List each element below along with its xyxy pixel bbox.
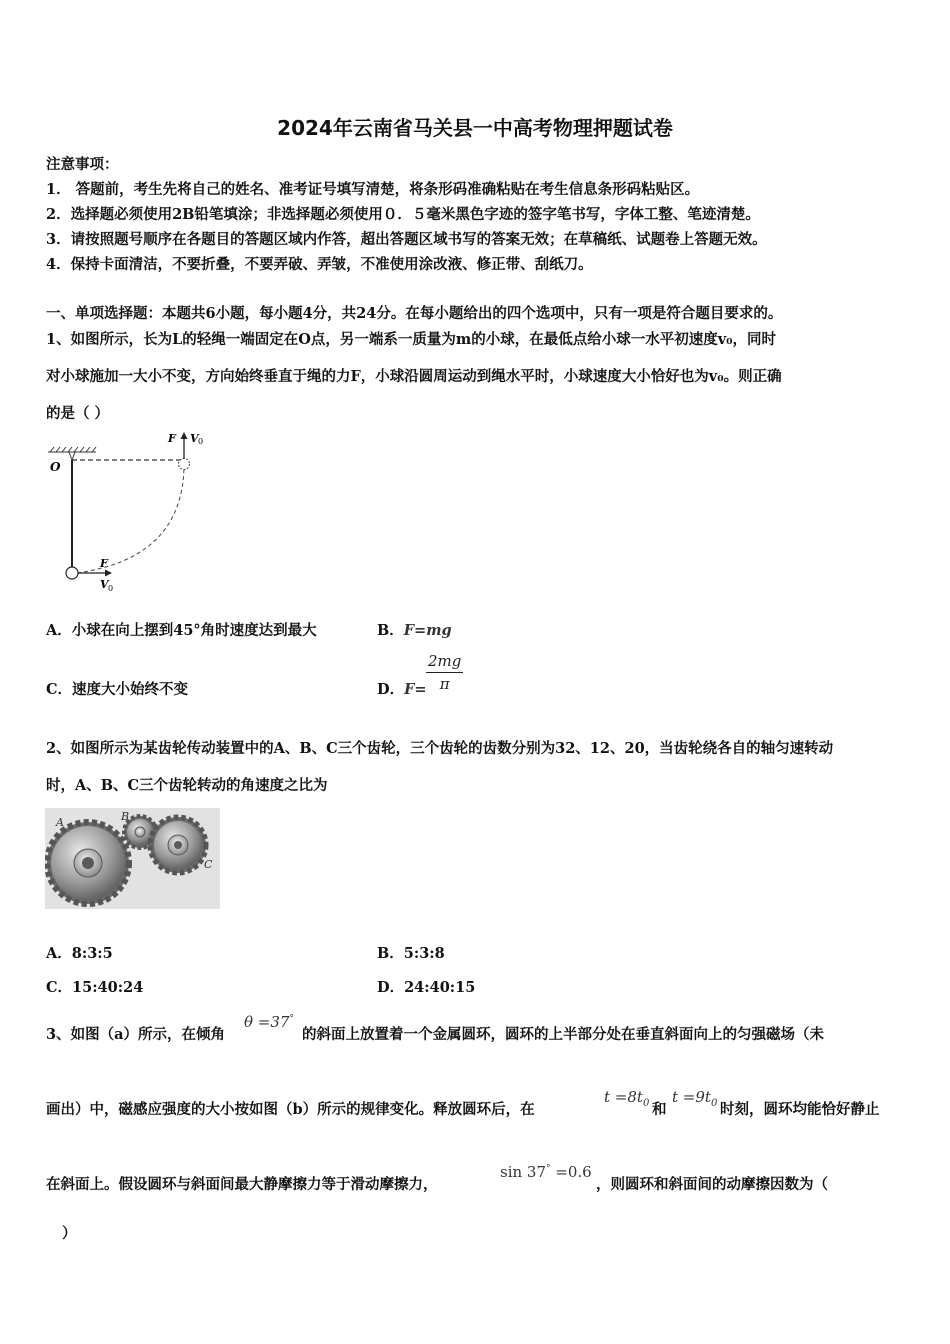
q1-option-d (377, 678, 427, 699)
gear-label-a: A (56, 816, 64, 829)
q3-t1-text: t =8t (604, 1088, 643, 1106)
page-title: 2024年云南省马关县一中高考物理押题试卷 (277, 116, 673, 140)
q3-t1 (604, 1088, 649, 1109)
q3-sin-deg: ° (546, 1164, 551, 1174)
q2-option-a: A．8:3:5 (46, 945, 113, 962)
notice-item-4: 4．保持卡面清洁，不要折叠，不要弄破、弄皱，不准使用涂改液、修正带、刮纸刀。 (46, 256, 593, 273)
fraction-numerator: 2mg (426, 652, 463, 673)
q2-line-1: 2、如图所示为某齿轮传动装置中的A、B、C三个齿轮，三个齿轮的齿数分别为32、12、20，当齿轮绕各自的轴匀速转动 (46, 740, 834, 757)
q3-t2 (672, 1088, 717, 1109)
label-F-bottom: F (100, 557, 108, 570)
q3-theta-text: θ =37 (244, 1013, 290, 1031)
q3-line-1a: 3、如图（a）所示，在倾角 (46, 1026, 225, 1043)
q1-option-c: C．速度大小始终不变 (46, 681, 189, 698)
notice-item-2: 2．选择题必须使用2B铅笔填涂；非选择题必须使用０．５毫米黑色字迹的签字笔书写，字体工整、笔迹清楚。 (46, 206, 760, 223)
fraction-denominator: π (439, 675, 450, 693)
ball-top (179, 459, 190, 470)
q3-t2-sub: 0 (710, 1098, 718, 1109)
q3-t2-text: t =9t (672, 1088, 711, 1106)
gear-a (47, 822, 129, 904)
q3-line-2b: 时刻，圆环均能恰好静止 (720, 1101, 880, 1118)
ceiling-hatch (48, 447, 96, 452)
q1-option-d-label: D． (377, 681, 405, 698)
q3-theta (244, 1013, 294, 1031)
q1-option-a: A．小球在向上摆到45°角时速度达到最大 (46, 622, 317, 639)
q1-option-d-expr: F= (404, 681, 427, 698)
label-V-bottom-sub: 0 (108, 584, 114, 593)
q1-pendulum-figure (44, 428, 224, 598)
label-V-bottom: V (100, 578, 109, 591)
q3-and: 和 (652, 1101, 667, 1118)
q2-gear-figure (45, 808, 220, 909)
gear-label-b: B (121, 810, 130, 823)
q3-sin-value: =0.6 (555, 1163, 592, 1181)
q2-option-d: D．24:40:15 (377, 979, 476, 996)
q1-line-2: 对小球施加一大小不变，方向始终垂直于绳的力F，小球沿圆周运动到绳水平时，小球速度大小恰好也为v₀。则正确 (46, 368, 782, 385)
section-heading: 一、单项选择题：本题共6小题，每小题4分，共24分。在每小题给出的四个选项中，只有一项是符合题目要求的。 (46, 305, 783, 322)
pivot-bracket (69, 452, 72, 460)
q3-line-1b: 的斜面上放置着一个金属圆环，圆环的上半部分处在垂直斜面向上的匀强磁场（未 (302, 1026, 824, 1043)
label-V-top-sub: 0 (198, 437, 204, 446)
ball-bottom (66, 567, 78, 579)
q3-theta-deg: ° (289, 1014, 294, 1024)
gear-c (150, 817, 206, 873)
notice-item-3: 3．请按照题号顺序在各题目的答题区域内作答，超出答题区域书写的答案无效；在草稿纸、试题卷上答题无效。 (46, 231, 767, 248)
q1-option-b-label: B． (377, 622, 404, 639)
label-O: O (50, 460, 61, 474)
q1-line-1: 1、如图所示，长为L的轻绳一端固定在O点，另一端系一质量为m的小球，在最低点给小球一水平初速度v₀，同时 (46, 331, 777, 348)
q3-sin (500, 1163, 592, 1181)
notice-heading: 注意事项： (46, 156, 119, 173)
q2-option-b: B．5:3:8 (377, 945, 445, 962)
q1-option-d-fraction (426, 652, 463, 693)
q3-t1-sub: 0 (642, 1098, 650, 1109)
q1-option-b-expr: F=mg (403, 622, 452, 639)
gear-label-c: C (204, 858, 213, 871)
notice-item-1: 1． 答题前，考生先将自己的姓名、准考证号填写清楚，将条形码准确粘贴在考生信息条形码粘贴区。 (46, 181, 700, 198)
q3-line-3a: 在斜面上。假设圆环与斜面间最大静摩擦力等于滑动摩擦力， (46, 1176, 438, 1193)
q3-line-4: ） (62, 1225, 77, 1242)
label-V-top: V (190, 432, 199, 445)
q2-line-2: 时，A、B、C三个齿轮转动的角速度之比为 (46, 777, 328, 794)
q1-option-b (377, 619, 452, 640)
q3-line-3b: ，则圆环和斜面间的动摩擦因数为（ (596, 1176, 828, 1193)
q3-sin-text: sin 37 (500, 1163, 547, 1181)
circular-path-dashed (77, 464, 184, 573)
label-F-top: F (168, 432, 176, 445)
q1-line-3: 的是（ ） (46, 405, 110, 422)
q2-option-c: C．15:40:24 (46, 979, 144, 996)
q3-line-2a: 画出）中，磁感应强度的大小按如图（b）所示的规律变化。释放圆环后，在 (46, 1101, 535, 1118)
